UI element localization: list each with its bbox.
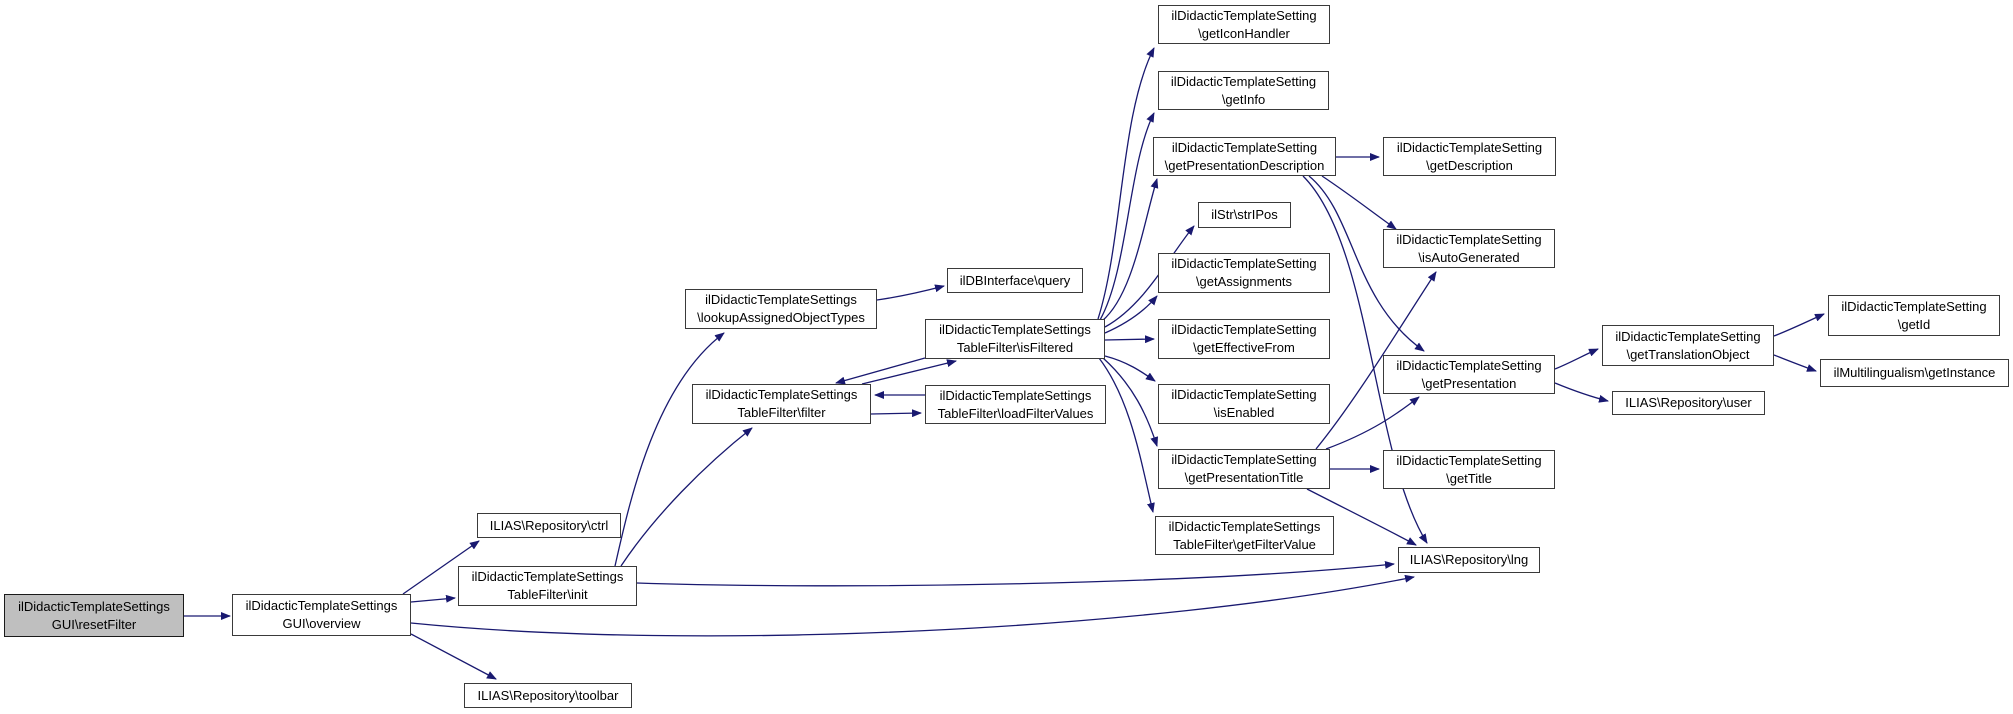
edge-lookupassignedobjecttypes-to-query	[877, 286, 944, 300]
node-label-line: ilDidacticTemplateSetting	[1171, 387, 1317, 402]
node-stripos[interactable]	[1198, 202, 1291, 228]
node-label-line: GUI\resetFilter	[51, 616, 137, 632]
node-label-line: ilDidacticTemplateSetting	[1396, 452, 1542, 468]
node-toolbar[interactable]	[464, 683, 632, 708]
node-label-line: ILIAS\Repository\ctrl	[489, 517, 609, 533]
node-label-line: \isEnabled	[1213, 405, 1275, 420]
node-getfiltervalue[interactable]	[1155, 516, 1334, 555]
node-getinfo[interactable]	[1158, 71, 1329, 110]
node-init[interactable]	[458, 566, 637, 606]
node-label-line: ILIAS\Repository\toolbar	[477, 687, 619, 703]
edge-isfiltered-to-geteffectivefrom	[1105, 339, 1154, 340]
node-label-line: ilDidacticTemplateSetting	[1171, 322, 1317, 337]
node-label-line: ilDidacticTemplateSettings	[939, 322, 1091, 337]
edge-getpresentation-to-user	[1555, 383, 1608, 401]
node-label-line: ilDidacticTemplateSettings	[705, 387, 858, 402]
node-label-line: TableFilter\filter	[737, 405, 826, 420]
node-label-line: ilDidacticTemplateSettings	[245, 598, 398, 613]
node-isautogenerated[interactable]	[1383, 229, 1555, 268]
edge-isfiltered-to-getassignments	[1105, 296, 1157, 333]
node-getinstance[interactable]	[1820, 359, 2009, 387]
node-label-line: \getPresentationTitle	[1184, 470, 1304, 485]
node-label-line: \getTitle	[1446, 470, 1492, 486]
edge-isfiltered-to-getpresentationtitle	[1103, 358, 1157, 446]
node-label-line: \getEffectiveFrom	[1193, 340, 1295, 355]
node-getpresentationtitle[interactable]	[1158, 449, 1330, 489]
edge-overview-to-toolbar	[411, 634, 496, 679]
node-label-line: \getTranslationObject	[1626, 346, 1750, 362]
node-label-line: ilDidacticTemplateSettings	[18, 598, 170, 614]
edge-getpresentationdescription-to-isautogenerated	[1322, 176, 1396, 229]
node-label-line: ilDBInterface\query	[959, 272, 1071, 288]
edge-gettranslationobject-to-getinstance	[1774, 355, 1816, 371]
edge-init-to-lng	[637, 564, 1394, 586]
node-label-line: ilDidacticTemplateSettings	[471, 569, 624, 584]
node-label-line: ilStr\strIPos	[1211, 207, 1278, 222]
node-label-line: TableFilter\init	[507, 587, 588, 602]
node-label-line: TableFilter\getFilterValue	[1173, 536, 1316, 552]
node-gettranslationobject[interactable]	[1602, 325, 1774, 366]
node-label-line: ilDidacticTemplateSetting	[1396, 139, 1543, 155]
node-isfiltered[interactable]	[925, 319, 1105, 359]
edge-isfiltered-to-getpresentationdescription	[1102, 179, 1157, 321]
edge-overview-to-init	[411, 598, 455, 602]
node-getpresentation[interactable]	[1383, 355, 1555, 394]
node-filter[interactable]	[692, 384, 871, 424]
edge-getpresentation-to-gettranslationobject	[1555, 349, 1598, 369]
node-isenabled[interactable]	[1158, 384, 1330, 424]
edge-isfiltered-to-getfiltervalue	[1099, 358, 1153, 512]
edge-isfiltered-to-geticonhandler	[1098, 48, 1154, 319]
node-label-line: GUI\overview	[282, 616, 361, 631]
edge-isfiltered-to-getinfo	[1100, 113, 1154, 320]
edges-group	[184, 48, 1824, 679]
node-getid[interactable]	[1828, 295, 2000, 336]
node-label-line: ilDidacticTemplateSetting	[1396, 357, 1542, 373]
edge-filter-to-isfiltered	[862, 361, 956, 384]
node-label-line: \getPresentationDescription	[1164, 157, 1325, 173]
node-label-line: ilDidacticTemplateSetting	[1615, 328, 1761, 344]
node-label-line: ilMultilingualism\getInstance	[1833, 365, 1996, 380]
edge-isfiltered-to-isenabled	[1105, 356, 1155, 381]
node-label-line: ilDidacticTemplateSetting	[1171, 452, 1317, 467]
node-getpresentationdescription[interactable]	[1153, 137, 1336, 176]
node-user[interactable]	[1612, 391, 1765, 415]
node-label-line: \getInfo	[1221, 91, 1266, 107]
edge-init-to-filter	[621, 428, 752, 566]
node-resetfilter[interactable]	[4, 594, 184, 637]
node-getassignments[interactable]	[1158, 253, 1330, 293]
edge-filter-to-loadfiltervalues	[871, 413, 921, 414]
node-label-line: ILIAS\Repository\user	[1625, 395, 1752, 410]
node-label-line: ilDidacticTemplateSettings	[705, 292, 857, 307]
node-geticonhandler[interactable]	[1158, 5, 1330, 44]
node-label-line: \getAssignments	[1195, 274, 1293, 289]
node-label-line: \getIconHandler	[1198, 25, 1290, 41]
node-label-line: ilDidacticTemplateSetting	[1171, 256, 1317, 271]
node-query[interactable]	[947, 268, 1083, 293]
node-getdescription[interactable]	[1383, 137, 1556, 176]
node-label-line: ilDidacticTemplateSettings	[1168, 518, 1321, 534]
node-label-line: \getId	[1897, 316, 1931, 332]
node-label-line: ILIAS\Repository\lng	[1409, 552, 1529, 567]
node-geteffectivefrom[interactable]	[1158, 319, 1330, 359]
node-gettitle[interactable]	[1383, 450, 1555, 489]
node-label-line: TableFilter\loadFilterValues	[937, 405, 1094, 421]
node-label-line: ilDidacticTemplateSetting	[1841, 298, 1987, 314]
node-label-line: ilDidacticTemplateSetting	[1170, 73, 1317, 89]
node-label-line: \lookupAssignedObjectTypes	[697, 310, 865, 325]
node-overview[interactable]	[232, 594, 411, 636]
edge-init-to-lookupassignedobjecttypes	[615, 333, 724, 566]
node-label-line: \isAutoGenerated	[1418, 249, 1520, 265]
node-label-line: TableFilter\isFiltered	[956, 340, 1074, 355]
node-label-line: ilDidacticTemplateSetting	[1171, 7, 1317, 23]
node-label-line: ilDidacticTemplateSetting	[1171, 139, 1318, 155]
node-ctrl[interactable]	[477, 513, 621, 538]
edge-gettranslationobject-to-getid	[1774, 314, 1824, 336]
node-loadfiltervalues[interactable]	[925, 385, 1106, 424]
node-lookupassignedobjecttypes[interactable]	[685, 289, 877, 329]
node-label-line: ilDidacticTemplateSetting	[1396, 231, 1542, 247]
edge-getpresentationtitle-to-getpresentation	[1326, 397, 1419, 449]
node-label-line: \getDescription	[1426, 157, 1513, 173]
node-label-line: \getPresentation	[1421, 375, 1517, 391]
node-label-line: ilDidacticTemplateSettings	[939, 387, 1092, 403]
node-lng[interactable]	[1398, 547, 1540, 573]
